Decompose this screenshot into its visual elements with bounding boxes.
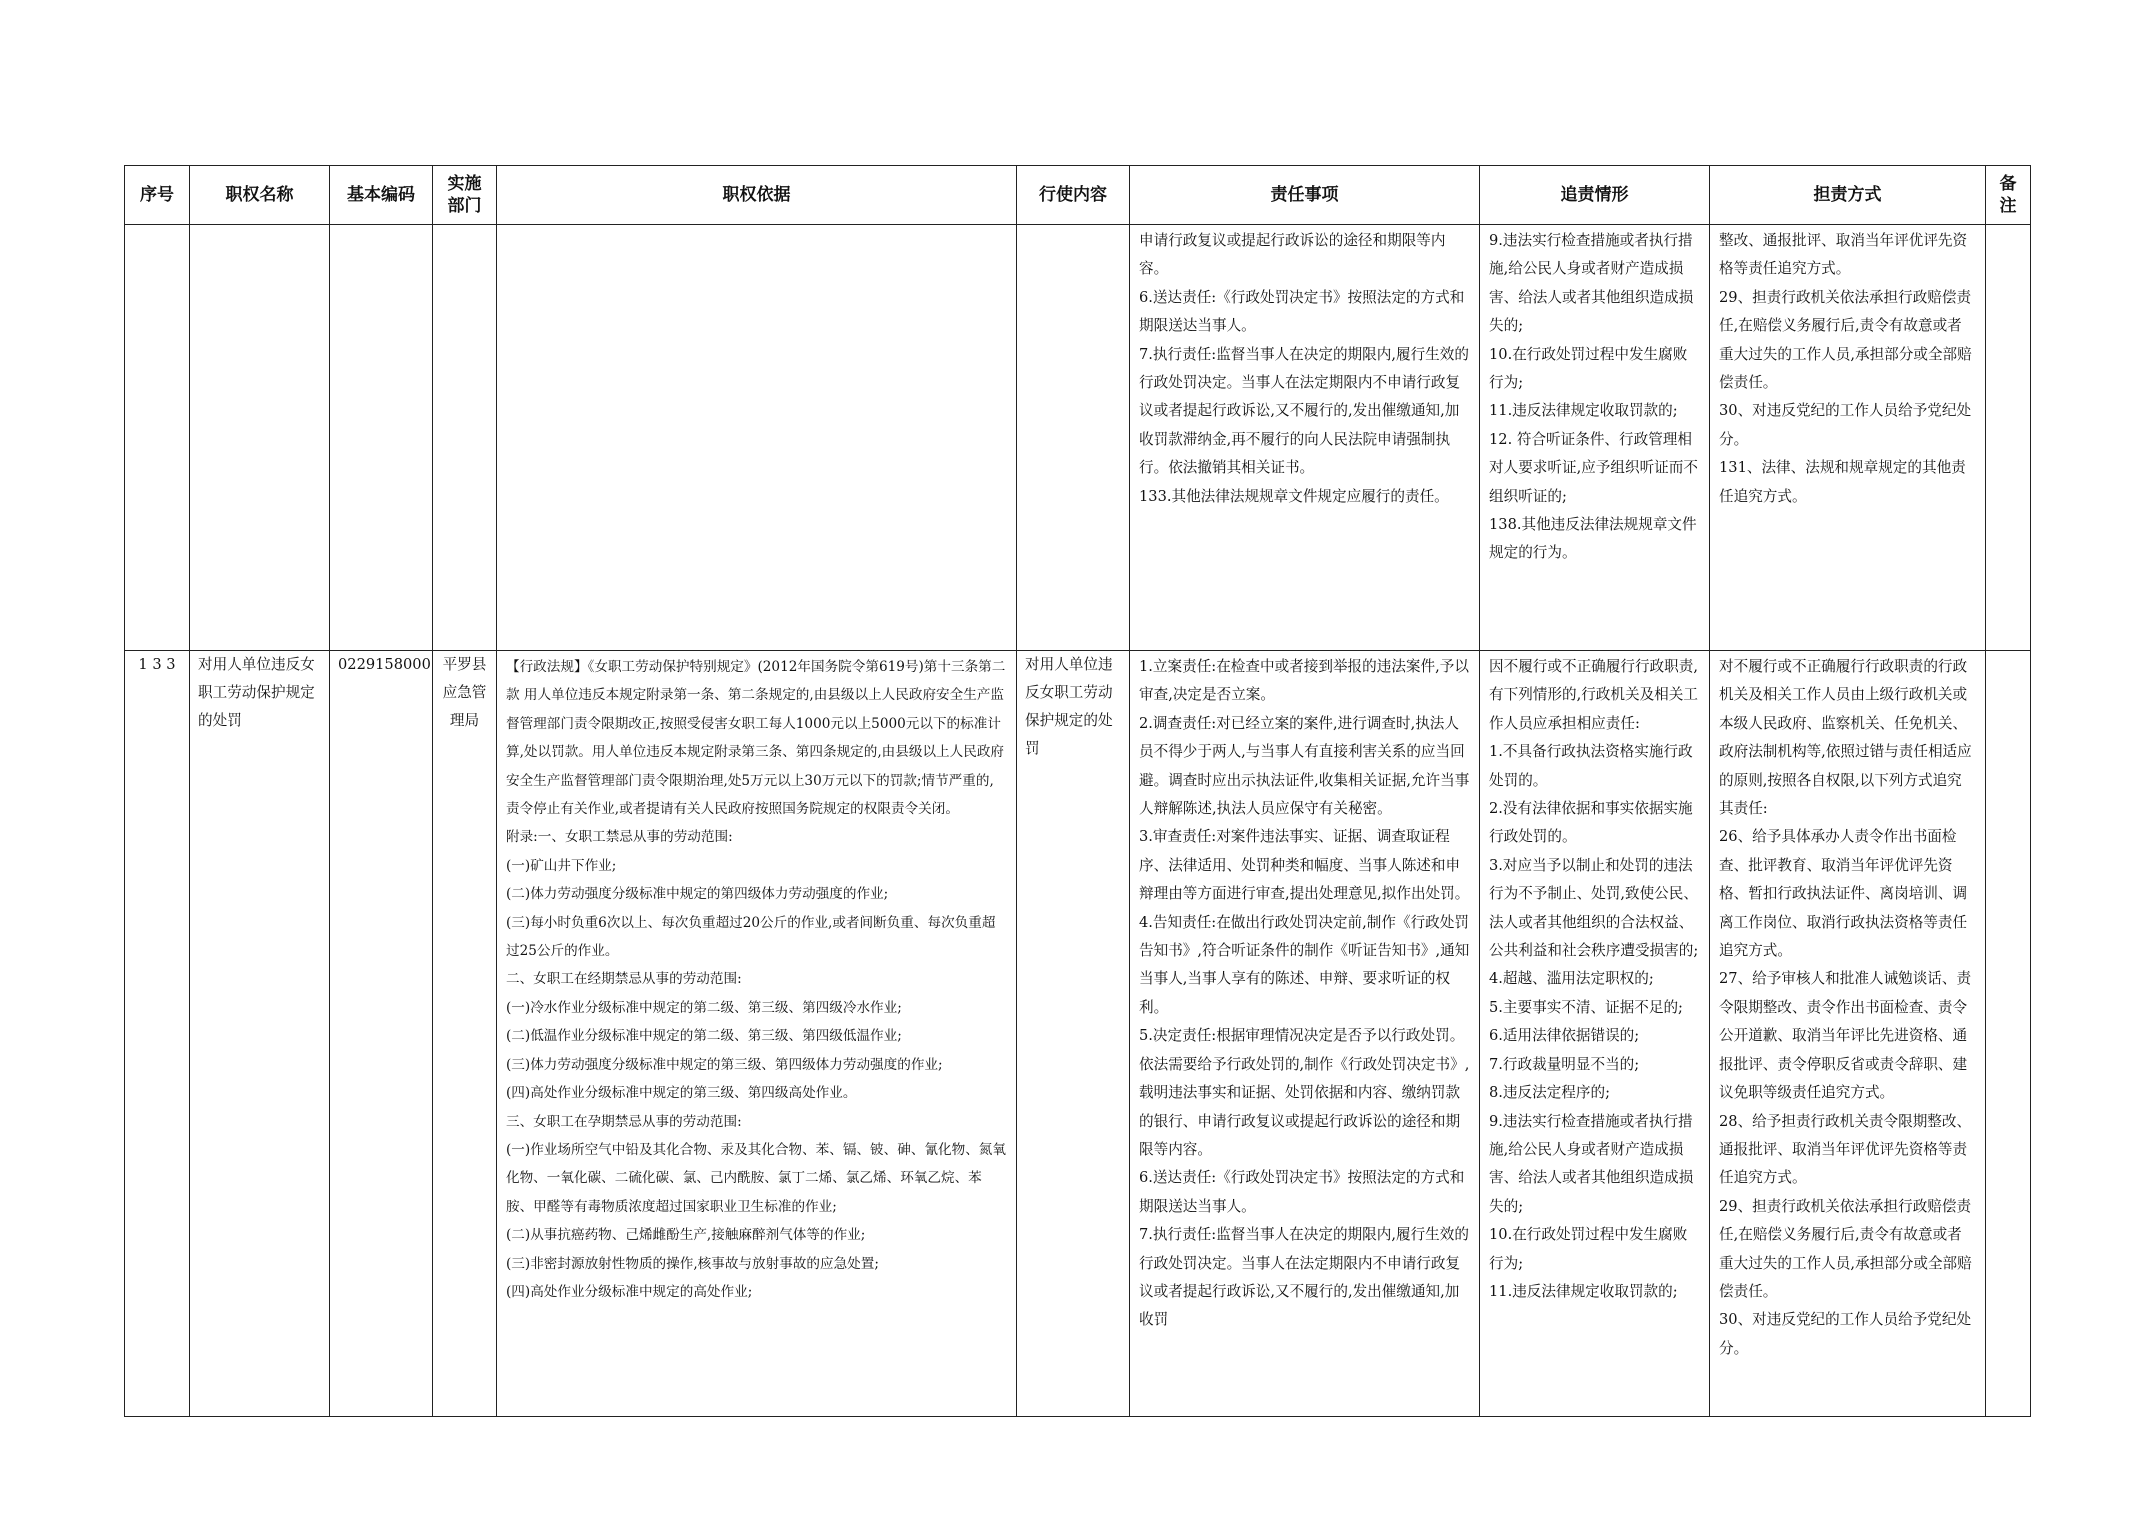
cell-liability: 整改、通报批评、取消当年评优评先资格等责任追究方式。 29、担责行政机关依法承担行政赔偿责任,在赔偿义务履行后,责令有故意或者重大过失的工作人员,承担部分或全部赔偿责任。 30、对违反党纪的工作人员给予党纪处分。 131、法律、法规和规章规定的其他责任追究方式。 bbox=[1710, 225, 1986, 651]
header-basis: 职权依据 bbox=[497, 166, 1017, 225]
cell-responsibility: 1.立案责任:在检查中或者接到举报的违法案件,予以审查,决定是否立案。 2.调查责任:对已经立案的案件,进行调查时,执法人员不得少于两人,与当事人有直接利害关系的应当回避。调查时应出示执法证件,收集相关证据,允许当事人辩解陈述,执法人员应保守有关秘密。 3.审查责任:对案件违法事实、证据、调查取证程序、法律适用、处罚种类和幅度、当事人陈述和申辩理由等方面进行审查,提出处理意见,拟作出处罚。 4.告知责任:在做出行政处罚决定前,制作《行政处罚告知书》,符合听证条件的制作《听证告知书》,通知当事人,当事人享有的陈述、申辩、要求听证的权利。 5.决定责任:根据审理情况决定是否予以行政处罚。依法需要给予行政处罚的,制作《行政处罚决定书》,载明违法事实和证据、处罚依据和内容、缴纳罚款的银行、申请行政复议或提起行政诉讼的途径和期限等内容。 6.送达责任:《行政处罚决定书》按照法定的方式和期限送达当事人。 7.执行责任:监督当事人在决定的期限内,履行生效的行政处罚决定。当事人在法定期限内不申请行政复议或者提起行政诉讼,又不履行的,发出催缴通知,加收罚 bbox=[1130, 651, 1480, 1417]
header-code: 基本编码 bbox=[330, 166, 433, 225]
cell-accountability: 因不履行或不正确履行行政职责,有下列情形的,行政机关及相关工作人员应承担相应责任: 1.不具备行政执法资格实施行政处罚的。 2.没有法律依据和事实依据实施行政处罚的。 3.对应当予以制止和处罚的违法行为不予制止、处罚,致使公民、法人或者其他组织的合法权益、公共利益和社会秩序遭受损害的; 4.超越、滥用法定职权的; 5.主要事实不清、证据不足的; 6.适用法律依据错误的; 7.行政裁量明显不当的; 8.违反法定程序的; 9.违法实行检查措施或者执行措施,给公民人身或者财产造成损害、给法人或者其他组织造成损失的; 10.在行政处罚过程中发生腐败行为; 11.违反法律规定收取罚款的; bbox=[1480, 651, 1710, 1417]
table-row bbox=[125, 651, 2031, 1417]
cell-accountability: 9.违法实行检查措施或者执行措施,给公民人身或者财产造成损害、给法人或者其他组织造成损失的; 10.在行政处罚过程中发生腐败行为; 11.违反法律规定收取罚款的; 12. 符合听证条件、行政管理相对人要求听证,应予组织听证而不组织听证的; 138.其他违反法律法规规章文件规定的行为。 bbox=[1480, 225, 1710, 651]
header-remark: 备 注 bbox=[1986, 166, 2031, 225]
cell-seq: 1 3 3 bbox=[125, 651, 190, 1417]
header-responsibility: 责任事项 bbox=[1130, 166, 1480, 225]
cell-seq bbox=[125, 225, 190, 651]
cell-code bbox=[330, 225, 433, 651]
header-name: 职权名称 bbox=[190, 166, 330, 225]
cell-responsibility: 申请行政复议或提起行政诉讼的途径和期限等内容。 6.送达责任:《行政处罚决定书》按照法定的方式和期限送达当事人。 7.执行责任:监督当事人在决定的期限内,履行生效的行政处罚决定。当事人在法定期限内不申请行政复议或者提起行政诉讼,又不履行的,发出催缴通知,加收罚款滞纳金,再不履行的向人民法院申请强制执行。依法撤销其相关证书。 133.其他法律法规规章文件规定应履行的责任。 bbox=[1130, 225, 1480, 651]
header-accountability: 追责情形 bbox=[1480, 166, 1710, 225]
cell-remark bbox=[1986, 651, 2031, 1417]
cell-name bbox=[190, 225, 330, 651]
cell-liability: 对不履行或不正确履行行政职责的行政机关及相关工作人员由上级行政机关或本级人民政府、监察机关、任免机关、政府法制机构等,依照过错与责任相适应的原则,按照各自权限,以下列方式追究其责任: 26、给予具体承办人责令作出书面检查、批评教育、取消当年评优评先资格、暂扣行政执法证件、离岗培训、调离工作岗位、取消行政执法资格等责任追究方式。 27、给予审核人和批准人诫勉谈话、责令限期整改、责令作出书面检查、责令公开道歉、取消当年评比先进资格、通报批评、责令停职反省或责令辞职、建议免职等级责任追究方式。 28、给予担责行政机关责令限期整改、通报批评、取消当年评优评先资格等责任追究方式。 29、担责行政机关依法承担行政赔偿责任,在赔偿义务履行后,责令有故意或者重大过失的工作人员,承担部分或全部赔偿责任。 30、对违反党纪的工作人员给予党纪处分。 bbox=[1710, 651, 1986, 1417]
cell-remark bbox=[1986, 225, 2031, 651]
authority-table bbox=[124, 165, 2031, 1417]
table-header-row bbox=[125, 166, 2031, 225]
cell-code: 0229158000 bbox=[330, 651, 433, 1417]
header-dept: 实施 部门 bbox=[433, 166, 497, 225]
cell-dept: 平罗县应急管理局 bbox=[433, 651, 497, 1417]
header-liability: 担责方式 bbox=[1710, 166, 1986, 225]
cell-basis bbox=[497, 225, 1017, 651]
header-content: 行使内容 bbox=[1017, 166, 1130, 225]
table-row bbox=[125, 225, 2031, 651]
cell-basis: 【行政法规】《女职工劳动保护特别规定》(2012年国务院令第619号)第十三条第二款 用人单位违反本规定附录第一条、第二条规定的,由县级以上人民政府安全生产监督管理部门责令限期改正,按照受侵害女职工每人1000元以上5000元以下的标准计算,处以罚款。用人单位违反本规定附录第三条、第四条规定的,由县级以上人民政府安全生产监督管理部门责令限期治理,处5万元以上30万元以下的罚款;情节严重的,责令停止有关作业,或者提请有关人民政府按照国务院规定的权限责令关闭。 附录:一、女职工禁忌从事的劳动范围: (一)矿山井下作业; (二)体力劳动强度分级标准中规定的第四级体力劳动强度的作业; (三)每小时负重6次以上、每次负重超过20公斤的作业,或者间断负重、每次负重超过25公斤的作业。 二、女职工在经期禁忌从事的劳动范围: (一)冷水作业分级标准中规定的第二级、第三级、第四级冷水作业; (二)低温作业分级标准中规定的第二级、第三级、第四级低温作业; (三)体力劳动强度分级标准中规定的第三级、第四级体力劳动强度的作业; (四)高处作业分级标准中规定的第三级、第四级高处作业。 三、女职工在孕期禁忌从事的劳动范围: (一)作业场所空气中铅及其化合物、汞及其化合物、苯、镉、铍、砷、氰化物、氮氧化物、一氧化碳、二硫化碳、氯、己内酰胺、氯丁二烯、氯乙烯、环氧乙烷、苯胺、甲醛等有毒物质浓度超过国家职业卫生标准的作业; (二)从事抗癌药物、己烯雌酚生产,接触麻醉剂气体等的作业; (三)非密封源放射性物质的操作,核事故与放射事故的应急处置; (四)高处作业分级标准中规定的高处作业; bbox=[497, 651, 1017, 1417]
cell-dept bbox=[433, 225, 497, 651]
header-seq: 序号 bbox=[125, 166, 190, 225]
cell-content bbox=[1017, 225, 1130, 651]
cell-name: 对用人单位违反女职工劳动保护规定的处罚 bbox=[190, 651, 330, 1417]
cell-content: 对用人单位违反女职工劳动保护规定的处罚 bbox=[1017, 651, 1130, 1417]
